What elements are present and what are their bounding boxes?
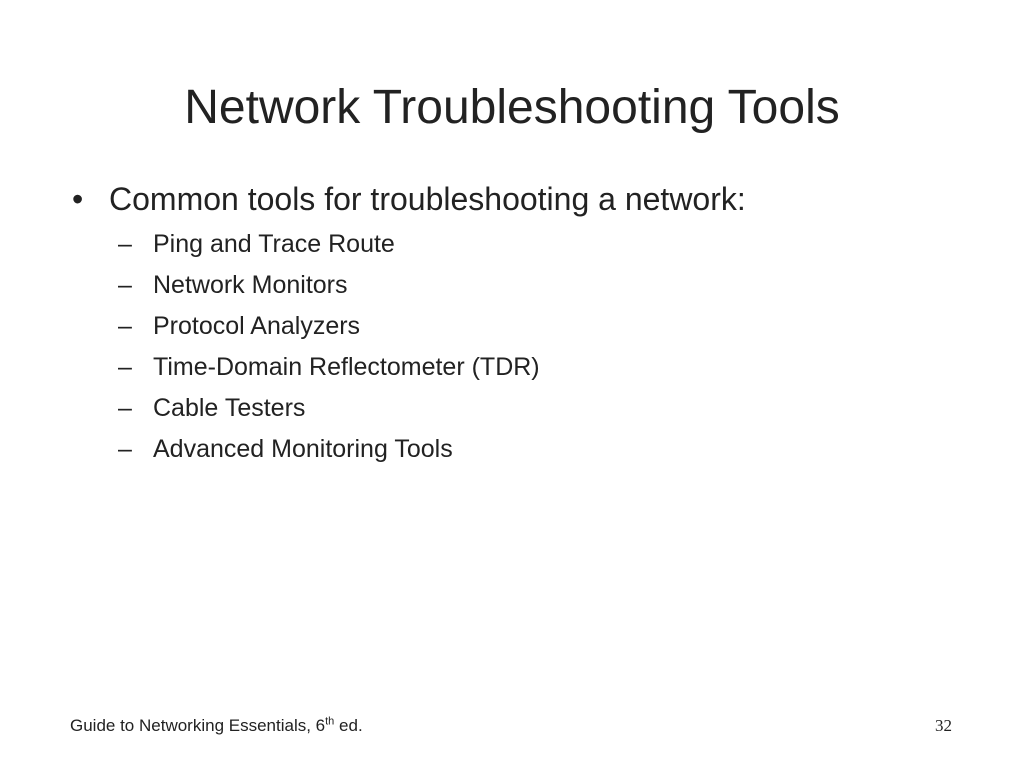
sub-bullet-text: Cable Testers [153, 394, 306, 422]
bullet-marker: • [72, 181, 84, 217]
main-bullet-text: Common tools for troubleshooting a network: [109, 181, 746, 217]
sub-bullet-item [118, 429, 540, 470]
dash-marker: – [118, 271, 132, 299]
sub-bullet-text: Network Monitors [153, 271, 348, 299]
page-number: 32 [935, 716, 952, 735]
footer-book-title [70, 716, 363, 736]
sub-bullet-text: Protocol Analyzers [153, 312, 361, 340]
footer-title-text: Guide to Networking Essentials, 6 [70, 716, 326, 735]
main-bullet [72, 180, 746, 218]
slide-title: Network Troubleshooting Tools [184, 81, 840, 134]
sub-bullet-item [118, 265, 540, 306]
footer-superscript: th [325, 715, 335, 728]
sub-bullet-text: Ping and Trace Route [153, 230, 395, 258]
sub-bullet-text: Advanced Monitoring Tools [153, 435, 453, 463]
dash-marker: – [118, 353, 132, 381]
dash-marker: – [118, 394, 132, 422]
dash-marker: – [118, 312, 132, 340]
dash-marker: – [118, 230, 132, 258]
footer-edition-suffix: ed. [334, 716, 363, 735]
sub-bullet-item [118, 224, 540, 265]
sub-bullet-item [118, 388, 540, 429]
dash-marker: – [118, 435, 132, 463]
sub-bullet-item [118, 306, 540, 347]
sub-bullet-item [118, 347, 540, 388]
sub-bullet-list [118, 224, 540, 470]
sub-bullet-text: Time-Domain Reflectometer (TDR) [153, 353, 540, 381]
